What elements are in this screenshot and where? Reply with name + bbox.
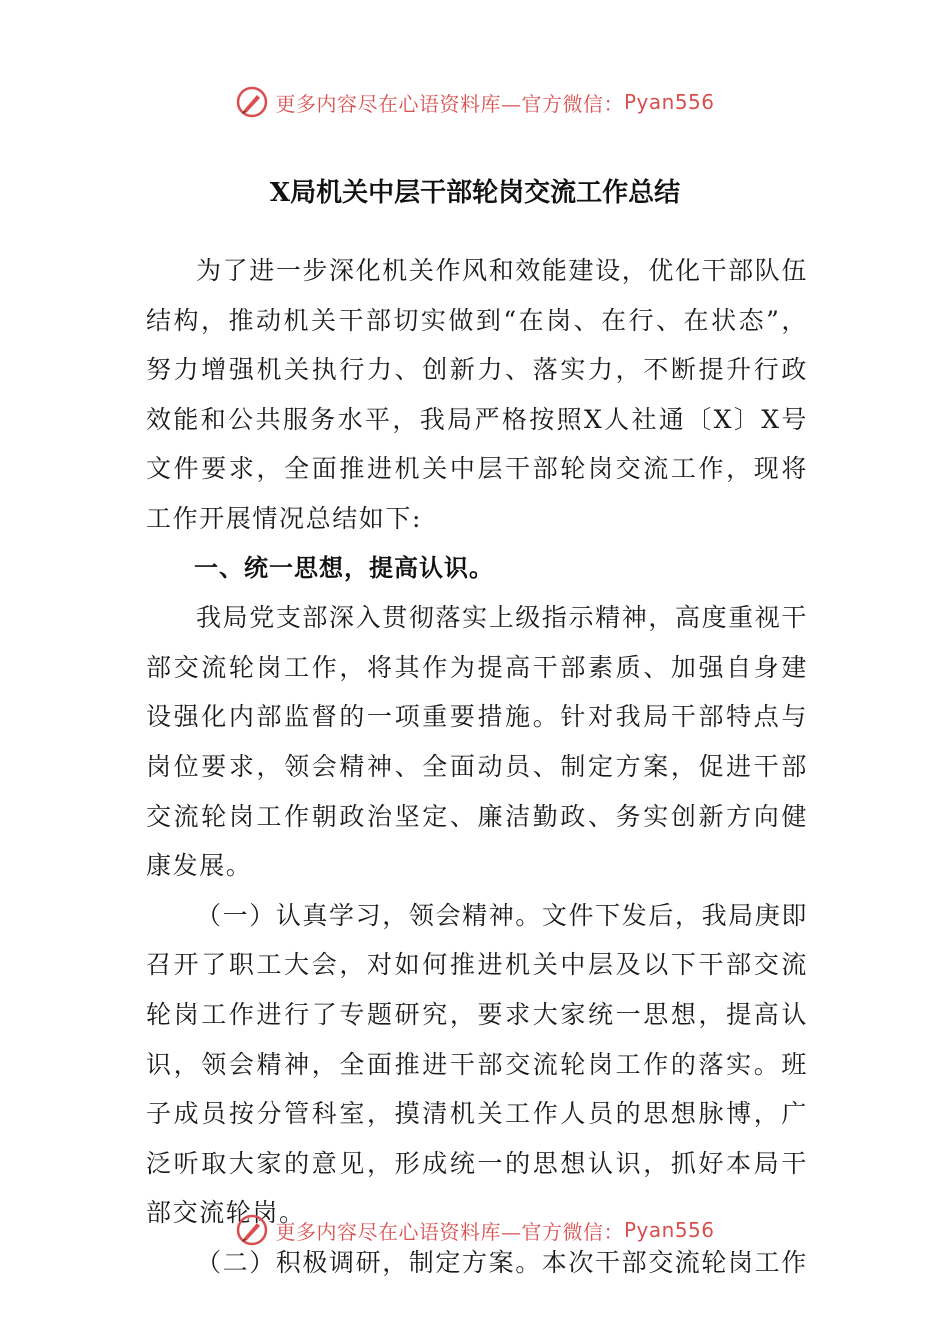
watermark-footer xyxy=(0,1210,950,1250)
pen-logo-icon xyxy=(235,1213,269,1247)
watermark-handle: Pyan556 xyxy=(623,1218,715,1242)
watermark-handle: Pyan556 xyxy=(623,90,715,114)
paragraph-intro: 为了进一步深化机关作风和效能建设，优化干部队伍结构，推动机关干部切实做到“在岗、在行、在状态”，努力增强机关执行力、创新力、落实力，不断提升行政效能和公共服务水平，我局严格按照X人社通〔X〕X号文件要求，全面推进机关中层干部轮岗交流工作，现将工作开展情况总结如下: xyxy=(146,256,808,533)
section-heading-1: 一、统一思想，提高认识。 xyxy=(194,553,494,582)
document-title: X局机关中层干部轮岗交流工作总结 xyxy=(269,178,681,208)
watermark-text: 更多内容尽在心语资料库—官方微信： xyxy=(275,91,624,116)
paragraph-section-1: 我局党支部深入贯彻落实上级指示精神，高度重视干部交流轮岗工作，将其作为提高干部素质、加强自身建设强化内部监督的一项重要措施。针对我局干部特点与岗位要求，领会精神、全面动员、制定方案，促进干部交流轮岗工作朝政治坚定、廉洁勤政、务实创新方向健康发展。 xyxy=(146,603,808,881)
paragraph-subsection-1: （一）认真学习，领会精神。文件下发后，我局庚即召开了职工大会，对如何推进机关中层及以下干部交流轮岗工作进行了专题研究，要求大家统一思想，提高认识，领会精神，全面推进干部交流轮岗工作的落实。班子成员按分管科室，摸清机关工作人员的思想脉博，广泛听取大家的意见，形成统一的思想认识，抓好本局干部交流轮岗。 xyxy=(146,900,808,1228)
watermark-text: 更多内容尽在心语资料库—官方微信： xyxy=(275,1219,624,1244)
document-body xyxy=(146,246,808,1287)
watermark-header xyxy=(0,82,950,122)
paragraph-subsection-2: （二）积极调研，制定方案。本次干部交流轮岗工作 xyxy=(196,1247,808,1277)
pen-logo-icon xyxy=(235,85,269,119)
